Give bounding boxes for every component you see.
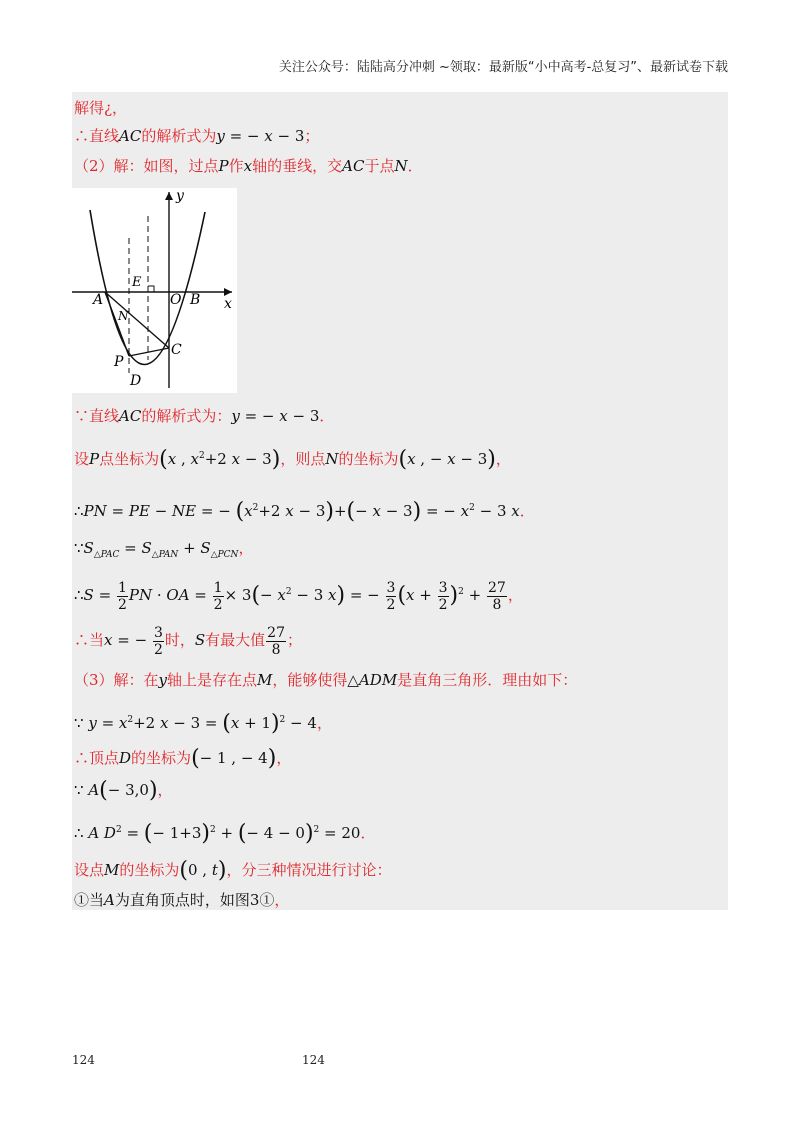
line-16: ①当A为直角顶点时，如图3①，	[74, 891, 290, 909]
label-B: B	[190, 292, 201, 308]
line-8: ∴S = $\frac{1}{2}$ PN · OA = $\frac{1}{2}$ × $3(- x^2 - 3$ x) = − $\frac{3}{2}$ (x + $\frac{3}{2}$ )$^2$ + $\frac{27}{8}$ ，	[74, 579, 523, 613]
line-6: ∴PN = PE − NE = − ($x^2+2$ x − 3)+(− x − 3) = − $x^2 - 3$ x．	[74, 499, 535, 524]
line-3: （2）解：如图，过点P作x轴的垂线，交AC于点N．	[74, 157, 423, 175]
line-15: 设点M的坐标为(0 , t)，分三种情况进行讨论：	[74, 858, 392, 883]
footer-page-left: 124	[72, 1053, 95, 1067]
label-C: C	[171, 342, 182, 358]
line-10: （3）解：在y轴上是存在点M，能够使得△ADM是直角三角形．理由如下：	[74, 671, 578, 689]
parabola-diagram	[72, 188, 237, 393]
footer-page-center: 124	[302, 1053, 325, 1067]
label-D: D	[130, 373, 142, 389]
line-14: ∴ A $D^2$ = (− 1+3)$^2$ + (− 4 − 0)$^2$ = 20．	[74, 821, 376, 846]
line-2: ∴直线AC的解析式为y = − x − 3；	[74, 127, 320, 145]
label-O: O	[170, 292, 182, 308]
label-y: y	[176, 188, 184, 204]
label-E: E	[132, 275, 142, 290]
line-4: ∵直线AC的解析式为：y = − x − 3．	[74, 407, 335, 425]
label-P: P	[114, 354, 124, 370]
line-12: ∴顶点D的坐标为(− 1 , − 4)，	[74, 746, 292, 771]
line-1	[74, 98, 127, 118]
page-header: 关注公众号：陆陆高分冲刺 ~领取：最新版“小中高考-总复习”、最新试卷下载	[278, 60, 728, 75]
label-N: N	[118, 309, 129, 323]
line-5: 设P点坐标为(x , $x^2+2$ x − 3)，则点N的坐标为(x , − x − 3)，	[74, 447, 511, 472]
solution-content	[72, 92, 728, 910]
line-1-text: 解得¿，	[74, 99, 128, 117]
line-7: $\because S_{\triangle PAC} = S_{\triangle PAN} + S_{\triangle PCN}$，	[74, 539, 254, 560]
line-13: ∵ A(− 3,0)，	[74, 778, 173, 803]
line-9: ∴当x = − $\frac{3}{2}$ 时，S有最大值 $\frac{27}{8}$ ；	[74, 624, 303, 658]
parabola-figure	[72, 188, 237, 393]
label-A: A	[93, 292, 104, 308]
line-11: ∵ $y = x^2+2$ $x - 3 = (x + 1)^2 - 4$，	[74, 711, 332, 736]
label-x: x	[224, 296, 232, 312]
